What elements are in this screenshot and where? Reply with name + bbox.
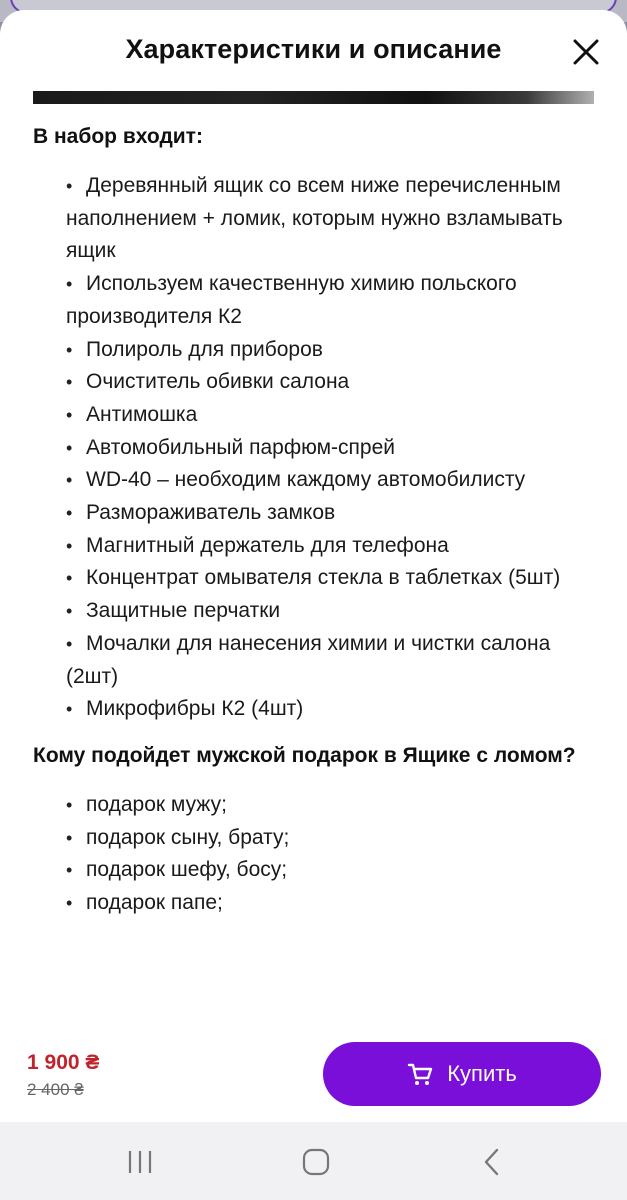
content-fade — [0, 970, 627, 1010]
contents-list-item — [66, 366, 593, 399]
bullet-dot: • — [66, 794, 73, 815]
contents-list-item-text: Магнитный держатель для телефона — [86, 533, 449, 557]
old-price: 2 400 ₴ — [27, 1080, 84, 1099]
home-icon — [302, 1148, 330, 1176]
bullet-dot: • — [66, 274, 73, 295]
audience-list-item — [66, 887, 593, 920]
contents-list-item-text: Деревянный ящик со всем ниже перечисленным наполнением + ломик, которым нужно взламывать ящик — [66, 174, 563, 263]
audience-list-item-text: подарок мужу; — [86, 792, 227, 816]
contents-list-item — [66, 399, 593, 432]
contents-list-item-text: Используем качественную химию польского производителя К2 — [66, 272, 517, 328]
audience-list-item-text: подарок шефу, босу; — [86, 858, 288, 882]
bullet-dot: • — [66, 633, 73, 654]
bullet-dot: • — [66, 827, 73, 848]
bullet-dot: • — [66, 601, 73, 622]
product-image-strip — [33, 91, 594, 104]
bullet-dot: • — [66, 860, 73, 881]
buy-button-label: Купить — [447, 1061, 517, 1086]
contents-list-item — [66, 497, 593, 530]
bullet-dot: • — [66, 503, 73, 524]
description-content[interactable] — [33, 120, 593, 1000]
bullet-dot: • — [66, 699, 73, 720]
audience-list-item-text: подарок сыну, брату; — [86, 825, 290, 849]
contents-list-item — [66, 268, 593, 333]
bullet-dot: • — [66, 568, 73, 589]
contents-list-item — [66, 693, 593, 726]
contents-list-item — [66, 530, 593, 563]
section-heading-audience: Кому подойдет мужской подарок в Ящике с ломом? — [33, 743, 576, 767]
back-button[interactable] — [462, 1144, 522, 1180]
contents-list-item — [66, 628, 593, 693]
section-heading-contents: В набор входит: — [33, 125, 203, 148]
audience-list — [33, 789, 593, 920]
back-icon — [482, 1148, 502, 1176]
cart-icon — [407, 1061, 433, 1087]
audience-list-item — [66, 854, 593, 887]
contents-list-item-text: Очиститель обивки салона — [86, 370, 350, 394]
close-icon — [573, 39, 599, 65]
system-nav-bar — [0, 1122, 627, 1200]
sheet-title: Характеристики и описание — [125, 34, 502, 64]
bullet-dot: • — [66, 470, 73, 491]
bullet-dot: • — [66, 372, 73, 393]
contents-list — [33, 170, 593, 726]
contents-list-item-text: Микрофибры К2 (4шт) — [86, 697, 304, 721]
close-button[interactable] — [566, 34, 606, 70]
contents-list-item-text: Антимошка — [86, 402, 198, 426]
recent-apps-button[interactable] — [110, 1144, 170, 1180]
contents-list-item — [66, 464, 593, 497]
bullet-dot: • — [66, 535, 73, 556]
price-bar — [0, 1010, 627, 1122]
sheet-header — [0, 10, 627, 90]
contents-list-item-text: Полироль для приборов — [86, 337, 323, 361]
buy-button[interactable] — [323, 1042, 601, 1106]
bullet-dot: • — [66, 339, 73, 360]
contents-list-item-text: Автомобильный парфюм-спрей — [86, 435, 396, 459]
contents-list-item — [66, 562, 593, 595]
bullet-dot: • — [66, 437, 73, 458]
bullet-dot: • — [66, 176, 73, 196]
current-price: 1 900 ₴ — [27, 1051, 100, 1074]
contents-list-item-text: WD-40 – необходим каждому автомобилисту — [86, 468, 526, 492]
audience-list-item — [66, 822, 593, 855]
home-button[interactable] — [286, 1144, 346, 1180]
recent-apps-icon — [126, 1149, 154, 1175]
contents-list-item-text: Размораживатель замков — [86, 501, 336, 525]
contents-list-item-text: Мочалки для нанесения химии и чистки салона (2шт) — [66, 631, 551, 688]
audience-list-item-text: подарок папе; — [86, 891, 223, 915]
bottom-sheet — [0, 10, 627, 1122]
contents-list-item — [66, 334, 593, 367]
bullet-dot: • — [66, 404, 73, 425]
contents-list-item-text: Концентрат омывателя стекла в таблетках (5шт) — [86, 566, 561, 590]
contents-list-item — [66, 170, 593, 268]
contents-list-item-text: Защитные перчатки — [86, 599, 281, 623]
bullet-dot: • — [66, 893, 73, 914]
audience-list-item — [66, 789, 593, 822]
contents-list-item — [66, 432, 593, 465]
contents-list-item — [66, 595, 593, 628]
